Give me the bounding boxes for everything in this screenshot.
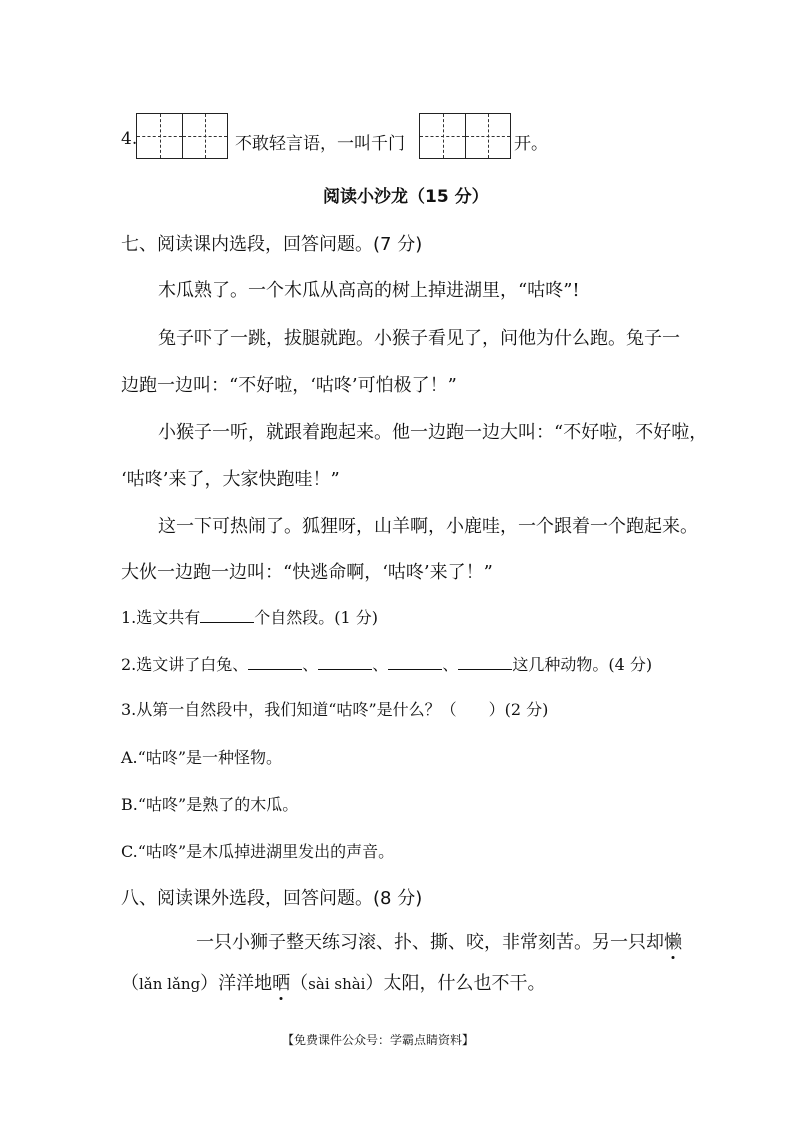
- part8-paragraph-1a: [196, 928, 682, 954]
- paren-open: （: [121, 973, 139, 994]
- part7-paragraph-2b: 边跑一边叫：“不好啦，‘咕咚’可怕极了！”: [121, 375, 457, 396]
- part7-paragraph-2a: 兔子吓了一跳，拔腿就跑。小猴子看见了，问他为什么跑。兔子一: [158, 328, 680, 349]
- q4-middle-text: 不敢轻言语，一叫千门: [235, 134, 405, 154]
- section-title: 阅读小沙龙（15 分）: [323, 187, 489, 207]
- part7-heading: 七、阅读课内选段，回答问题。(7 分): [121, 234, 423, 255]
- grid-cell[interactable]: [420, 114, 465, 158]
- char-grid-2[interactable]: [419, 113, 511, 159]
- option-b[interactable]: B.“咕咚”是熟了的木瓜。: [121, 795, 299, 814]
- q4-end-text: 开。: [514, 134, 548, 154]
- paren-open: （: [290, 973, 309, 994]
- part7-paragraph-4a: 这一下可热闹了。狐狸呀，山羊啊，小鹿哇，一个跟着一个跑起来。: [158, 516, 698, 537]
- part8-text: 一只小狮子整天练习滚、扑、撕、咬，非常刻苦。另一只却: [196, 932, 664, 953]
- question-1-suffix: 个自然段。(1 分): [254, 608, 379, 627]
- answer-blank[interactable]: [458, 668, 512, 670]
- pinyin-choice-1[interactable]: lǎn lǎng: [139, 975, 201, 993]
- question-2-suffix: 这几种动物。(4 分): [512, 655, 653, 674]
- grid-cell[interactable]: [182, 114, 227, 158]
- separator: 、: [302, 655, 319, 674]
- option-a[interactable]: A.“咕咚”是一种怪物。: [121, 748, 283, 767]
- answer-blank[interactable]: [388, 668, 442, 670]
- part7-paragraph-1: 木瓜熟了。一个木瓜从高高的树上掉进湖里，“咕咚”!: [158, 280, 580, 301]
- separator: 、: [372, 655, 389, 674]
- grid-cell[interactable]: [137, 114, 182, 158]
- char-grid-1[interactable]: [136, 113, 228, 159]
- question-2: [121, 652, 652, 675]
- question-1: [121, 605, 378, 628]
- part7-paragraph-3a: 小猴子一听，就跟着跑起来。他一边跑一边大叫：“不好啦，不好啦，: [158, 422, 708, 443]
- part8-text: ）太阳，什么也不干。: [365, 973, 546, 994]
- option-c[interactable]: C.“咕咚”是木瓜掉进湖里发出的声音。: [121, 842, 395, 861]
- page-footer: 【免费课件公众号：学霸点睛资料】: [282, 1033, 475, 1047]
- part8-paragraph-1b: [121, 969, 545, 995]
- part8-heading: 八、阅读课外选段，回答问题。(8 分): [121, 888, 423, 909]
- question-1-prefix: 1.选文共有: [121, 608, 201, 627]
- separator: 、: [442, 655, 459, 674]
- grid-cell[interactable]: [465, 114, 510, 158]
- answer-blank[interactable]: [200, 621, 254, 623]
- answer-blank[interactable]: [248, 668, 302, 670]
- dotted-char-shai: 晒: [272, 973, 291, 994]
- question-2-prefix: 2.选文讲了白兔、: [121, 655, 249, 674]
- part7-paragraph-3b: ‘咕咚’来了，大家快跑哇！”: [121, 469, 340, 490]
- dotted-char-lan: 懒: [664, 932, 682, 953]
- answer-blank[interactable]: [318, 668, 372, 670]
- question-3: 3.从第一自然段中，我们知道“咕咚”是什么？（ ）(2 分): [121, 700, 549, 719]
- part8-text: ）洋洋地: [200, 973, 273, 994]
- part7-paragraph-4b: 大伙一边跑一边叫：“快逃命啊，‘咕咚’来了！”: [121, 562, 493, 583]
- pinyin-choice-2[interactable]: sài shài: [308, 975, 366, 993]
- q4-number: 4.: [121, 129, 138, 149]
